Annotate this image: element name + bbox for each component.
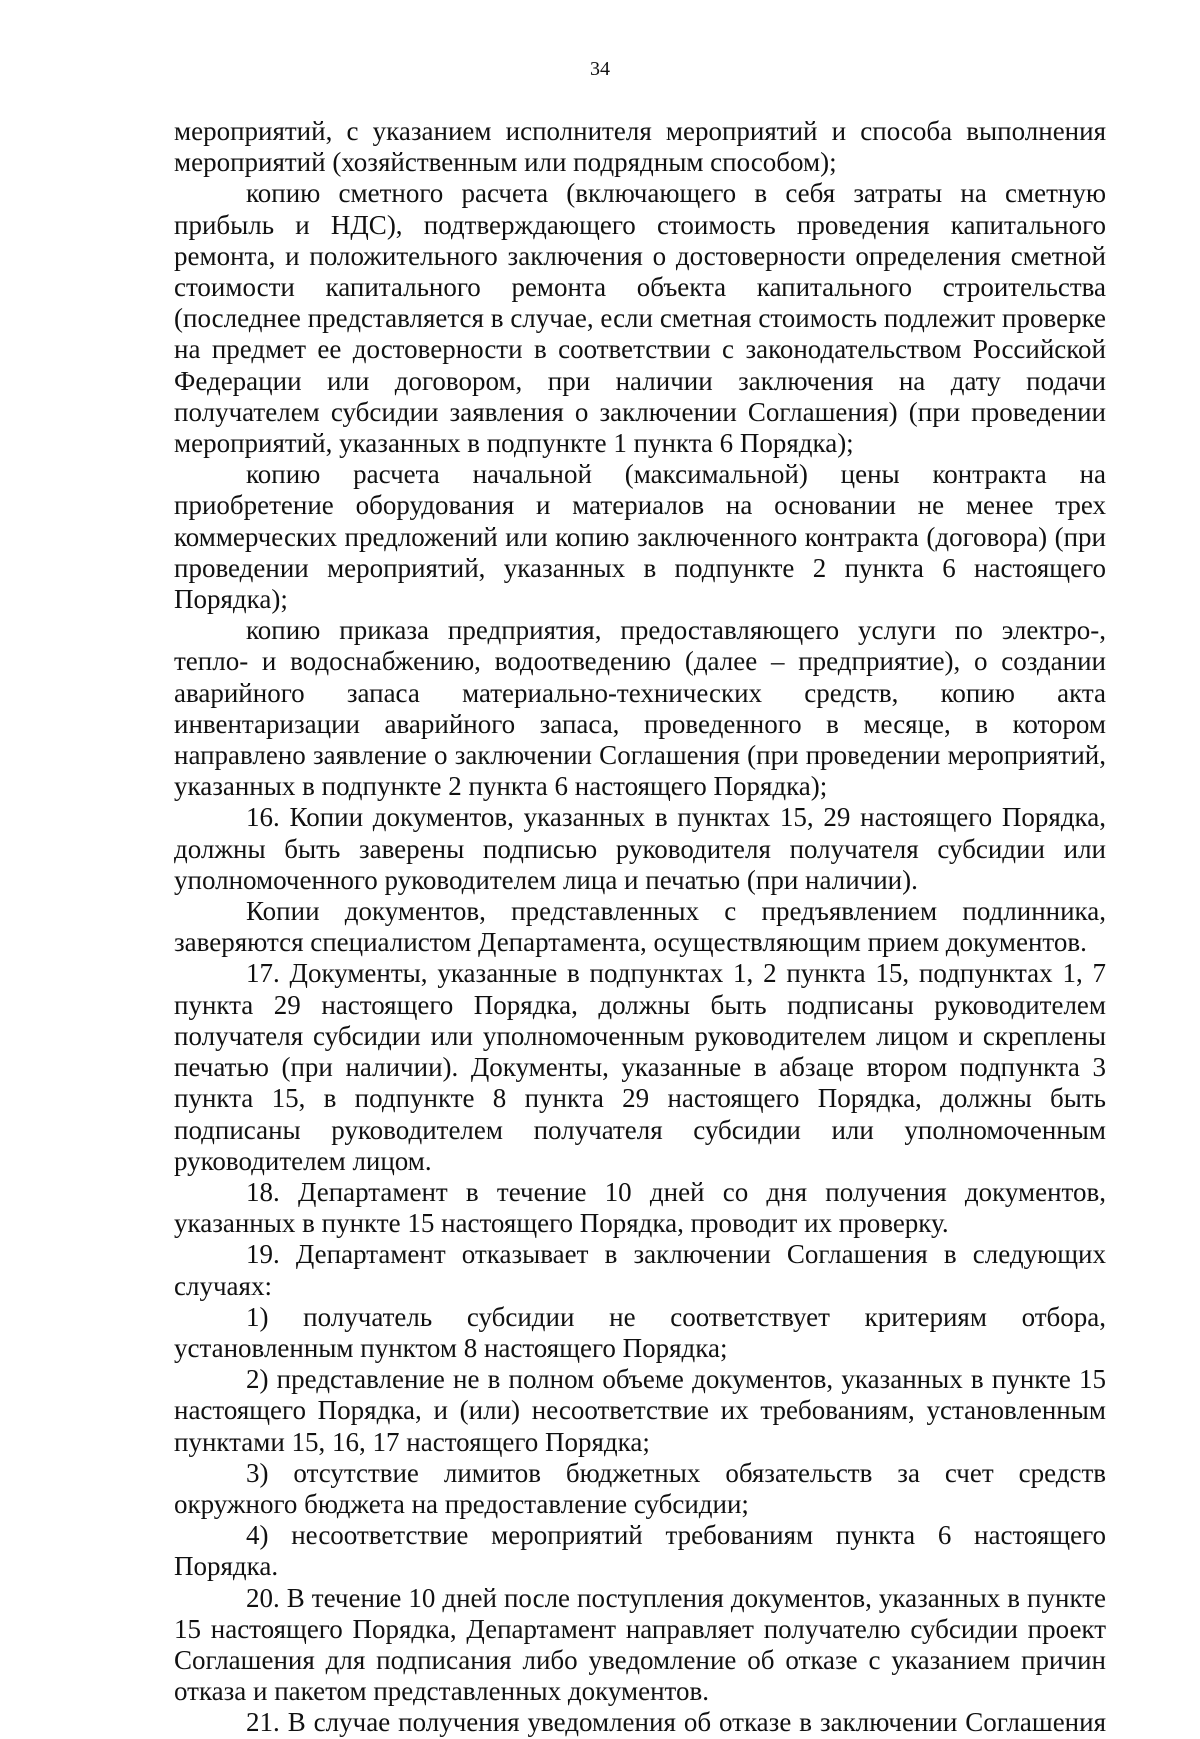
document-body bbox=[174, 116, 1106, 1739]
paragraph-19-item-2: 2) представление не в полном объеме документов, указанных в пункте 15 настоящего Порядка, и (или) несоответствие их требованиям, установленным пунктами 15, 16, 17 настоящего Порядка; bbox=[174, 1364, 1106, 1457]
paragraph-contract-price-copy: копию расчета начальной (максимальной) цены контракта на приобретение оборудования и материалов на основании не менее трех коммерческих предложений или копию заключенного контракта (договора) (при проведении мероприятий, указанных в подпункте 2 пункта 6 настоящего Порядка); bbox=[174, 459, 1106, 615]
paragraph-20: 20. В течение 10 дней после поступления документов, указанных в пункте 15 настоящего Порядка, Департамент направляет получателю субсидии проект Соглашения для подписания либо уведомление об отказе с указанием причин отказа и пакетом представленных документов. bbox=[174, 1582, 1106, 1707]
paragraph-19-item-4: 4) несоответствие мероприятий требованиям пункта 6 настоящего Порядка. bbox=[174, 1520, 1106, 1582]
paragraph-19-item-3: 3) отсутствие лимитов бюджетных обязательств за счет средств окружного бюджета на предоставление субсидии; bbox=[174, 1457, 1106, 1519]
paragraph-order-copy: копию приказа предприятия, предоставляющего услуги по электро-, тепло- и водоснабжению, водоотведению (далее – предприятие), о создании аварийного запаса материально-технических средств, копию акта инвентаризации аварийного запаса, проведенного в месяце, в котором направлено заявление о заключении Соглашения (при проведении мероприятий, указанных в подпункте 2 пункта 6 настоящего Порядка); bbox=[174, 615, 1106, 802]
paragraph-16: 16. Копии документов, указанных в пунктах 15, 29 настоящего Порядка, должны быть заверены подписью руководителя получателя субсидии или уполномоченного руководителем лица и печатью (при наличии). bbox=[174, 802, 1106, 895]
paragraph-21: 21. В случае получения уведомления об отказе в заключении Соглашения bbox=[246, 1707, 1106, 1738]
paragraph-19-item-1: 1) получатель субсидии не соответствует критериям отбора, установленным пунктом 8 настоящего Порядка; bbox=[174, 1301, 1106, 1363]
paragraph-19: 19. Департамент отказывает в заключении Соглашения в следующих случаях: bbox=[174, 1239, 1106, 1301]
page-number: 34 bbox=[590, 58, 610, 80]
paragraph-16-copies: Копии документов, представленных с предъявлением подлинника, заверяются специалистом Департамента, осуществляющим прием документов. bbox=[174, 896, 1106, 958]
paragraph-18: 18. Департамент в течение 10 дней со дня получения документов, указанных в пункте 15 настоящего Порядка, проводит их проверку. bbox=[174, 1176, 1106, 1239]
paragraph-continuation: мероприятий, с указанием исполнителя мероприятий и способа выполнения мероприятий (хозяйственным или подрядным способом); bbox=[174, 116, 1106, 178]
paragraph-17: 17. Документы, указанные в подпунктах 1, 2 пункта 15, подпунктах 1, 7 пункта 29 настоящего Порядка, должны быть подписаны руководителем получателя субсидии или уполномоченным руководителем лицом и скреплены печатью (при наличии). Документы, указанные в абзаце втором подпункта 3 пункта 15, в подпункте 8 пункта 29 настоящего Порядка, должны быть подписаны руководителем получателя субсидии или уполномоченным руководителем лицом. bbox=[174, 958, 1106, 1176]
paragraph-estimate-copy: копию сметного расчета (включающего в себя затраты на сметную прибыль и НДС), подтверждающего стоимость проведения капитального ремонта, и положительного заключения о достоверности определения сметной стоимости капитального ремонта объекта капитального строительства (последнее представляется в случае, если сметная стоимость подлежит проверке на предмет ее достоверности в соответствии с законодательством Российской Федерации или договором, при наличии заключения на дату подачи получателем субсидии заявления о заключении Соглашения) (при проведении мероприятий, указанных в подпункте 1 пункта 6 Порядка); bbox=[174, 178, 1106, 459]
